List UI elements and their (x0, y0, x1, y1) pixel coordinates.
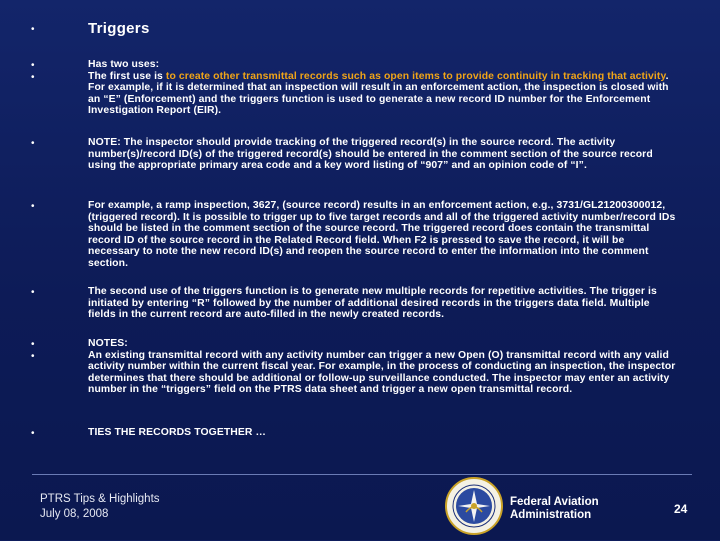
paragraph-line: NOTES: (88, 338, 128, 349)
slide-title: Triggers (88, 20, 150, 37)
bullet: • (31, 351, 35, 362)
paragraph-line: Has two uses: (88, 59, 160, 70)
text-run: . For example, if it is determined that an inspection will result in an enforcement action, the inspection is closed with an “E” (Enforcement) and the triggers function is used to generate a new record ID number for the Enforcement Investigation Report (EIR). (88, 70, 669, 117)
paragraph-second-use: The second use of the triggers function is to generate new multiple records for repetitive activities. The trigger is initiated by entering “R” followed by the number of additional desired records in the triggers data field. Multiple fields in the current record are auto-filled in the newly created records. (88, 286, 657, 321)
paragraph-ties: TIES THE RECORDS TOGETHER … (88, 427, 267, 438)
paragraph-notes (88, 338, 678, 396)
paragraph-note: NOTE: The inspector should provide tracking of the triggered record(s) in the source record. The activity number(s)/record ID(s) of the triggered record(s) should be entered in the comment section of the source record using the appropriate primary area code and a key word listing of “907” and an opinion code of “I”. (88, 137, 653, 172)
bullet: • (31, 60, 35, 71)
footer-divider (32, 474, 692, 475)
paragraph-example: For example, a ramp inspection, 3627, (source record) results in an enforcement action, e.g., 3731/GL21200300012, (triggered record). It is possible to trigger up to five target records and all of the triggered activity number/record IDs should be listed in the comment section of the source record. The triggered record does contain the transmittal record ID of the source record in the Related Record field. When F2 is pressed to save the record, it will be necessary to note the new record ID(s) and reopen the source record to enter the information into the comment section. (88, 200, 676, 269)
agency-name: Federal Aviation Administration (510, 496, 599, 521)
footer-date: July 08, 2008 (40, 508, 109, 520)
paragraph-text: An existing transmittal record with any activity number can trigger a new Open (O) transmittal record with any valid activity number within the current fiscal year. For example, in the process of conducting an inspection, the inspector determines that there should be additional or follow-up surveillance conducted. The inspector may enter an activity number in the “triggers” field on the PTRS data sheet and trigger a new open transmittal record. (88, 349, 676, 396)
bullet: • (31, 72, 35, 83)
paragraph-uses (88, 59, 678, 117)
text-run: The first use is (88, 70, 166, 82)
bullet: • (31, 339, 35, 350)
bullet: • (31, 287, 35, 298)
page-number: 24 (674, 502, 688, 516)
highlighted-text: to create other transmittal records such as open items to provide continuity in tracking that activity (165, 70, 666, 82)
faa-seal-icon (444, 476, 504, 536)
bullet: • (31, 138, 35, 149)
bullet: • (31, 201, 35, 212)
footer-title: PTRS Tips & Highlights (40, 493, 160, 505)
paragraph-text (88, 71, 678, 117)
bullet: • (31, 428, 35, 439)
title-bullet: • (31, 24, 35, 35)
